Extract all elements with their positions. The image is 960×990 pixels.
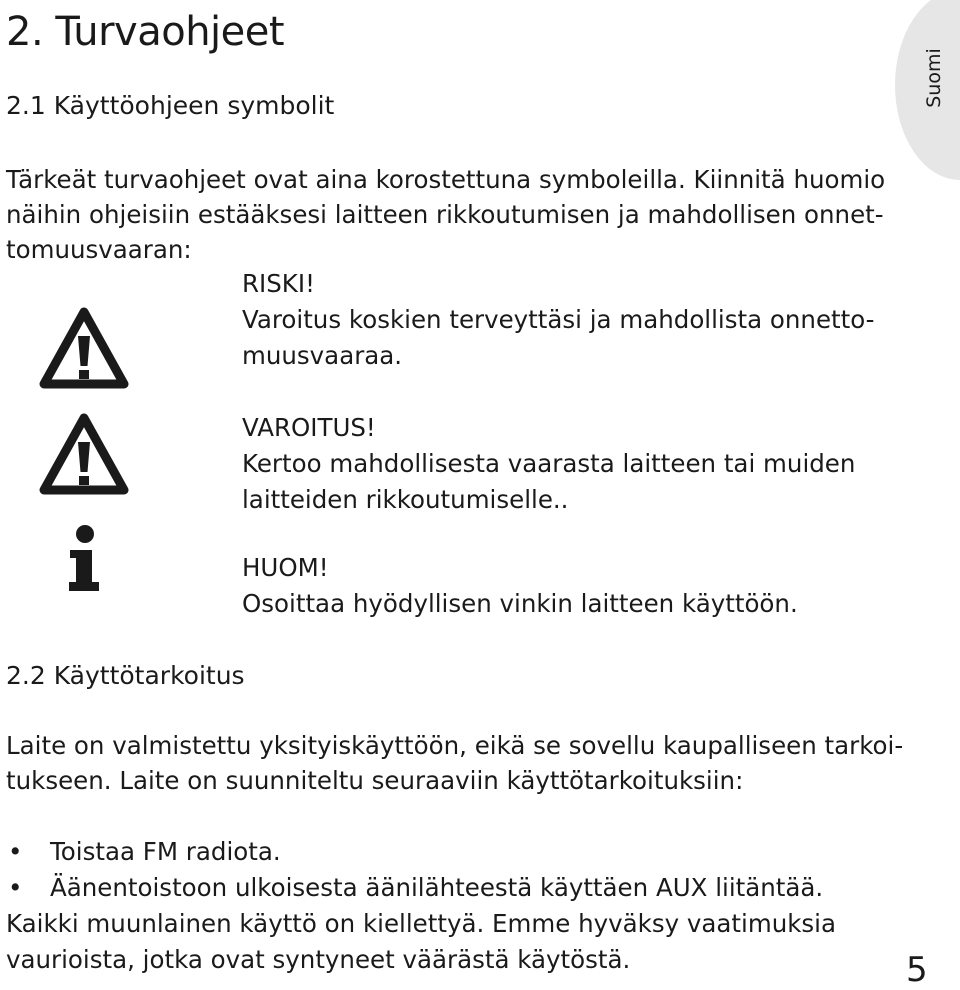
purpose-line: Laite on valmistettu yksityiskäyttöön, eikä se sovellu kaupalliseen tarkoi-	[6, 731, 904, 760]
intro-line: tomuusvaaran:	[6, 235, 192, 264]
symbol-description-line: muusvaaraa.	[242, 341, 403, 370]
closing-line: vaurioista, jotka ovat syntyneet väärästä käytöstä.	[6, 945, 631, 974]
warning-triangle-icon	[38, 412, 130, 498]
closing-paragraph	[6, 906, 836, 978]
symbol-block-huom	[242, 550, 798, 622]
list-item-text: Toistaa FM radiota.	[50, 837, 281, 866]
bullet-icon: •	[8, 837, 23, 866]
symbol-description-line: Varoitus koskien terveyttäsi ja mahdollista onnetto-	[242, 305, 875, 334]
symbol-description-line: Osoittaa hyödyllisen vinkin laitteen käyttöön.	[242, 589, 798, 618]
info-icon	[64, 524, 104, 592]
symbol-label: RISKI!	[242, 269, 315, 298]
list-item-text: Äänentoistoon ulkoisesta äänilähteestä käyttäen AUX liitäntää.	[50, 873, 824, 902]
purpose-line: tukseen. Laite on suunniteltu seuraaviin käyttötarkoituksiin:	[6, 766, 744, 795]
page-number: 5	[906, 950, 928, 990]
bullet-icon: •	[8, 873, 23, 902]
symbol-description-line: laitteiden rikkoutumiselle..	[242, 485, 569, 514]
symbol-block-varoitus	[242, 410, 855, 518]
symbols-intro-paragraph	[6, 162, 885, 267]
language-tab-label: Suomi	[923, 48, 945, 108]
list-item	[6, 834, 823, 870]
usage-bullet-list	[6, 834, 823, 906]
section-heading-symbols: 2.1 Käyttöohjeen symbolit	[6, 91, 335, 120]
section-heading-purpose: 2.2 Käyttötarkoitus	[6, 661, 245, 690]
symbol-label: VAROITUS!	[242, 413, 376, 442]
chapter-title: 2. Turvaohjeet	[6, 9, 285, 55]
intro-line: näihin ohjeisiin estääksesi laitteen rikkoutumisen ja mahdollisen onnet-	[6, 200, 884, 229]
warning-triangle-icon	[38, 306, 130, 392]
symbol-description-line: Kertoo mahdollisesta vaarasta laitteen tai muiden	[242, 449, 856, 478]
symbol-label: HUOM!	[242, 553, 329, 582]
purpose-paragraph	[6, 728, 903, 798]
symbol-block-riski	[242, 266, 875, 374]
list-item	[6, 870, 823, 906]
closing-line: Kaikki muunlainen käyttö on kiellettyä. Emme hyväksy vaatimuksia	[6, 909, 836, 938]
intro-line: Tärkeät turvaohjeet ovat aina korostettuna symboleilla. Kiinnitä huomio	[6, 165, 886, 194]
